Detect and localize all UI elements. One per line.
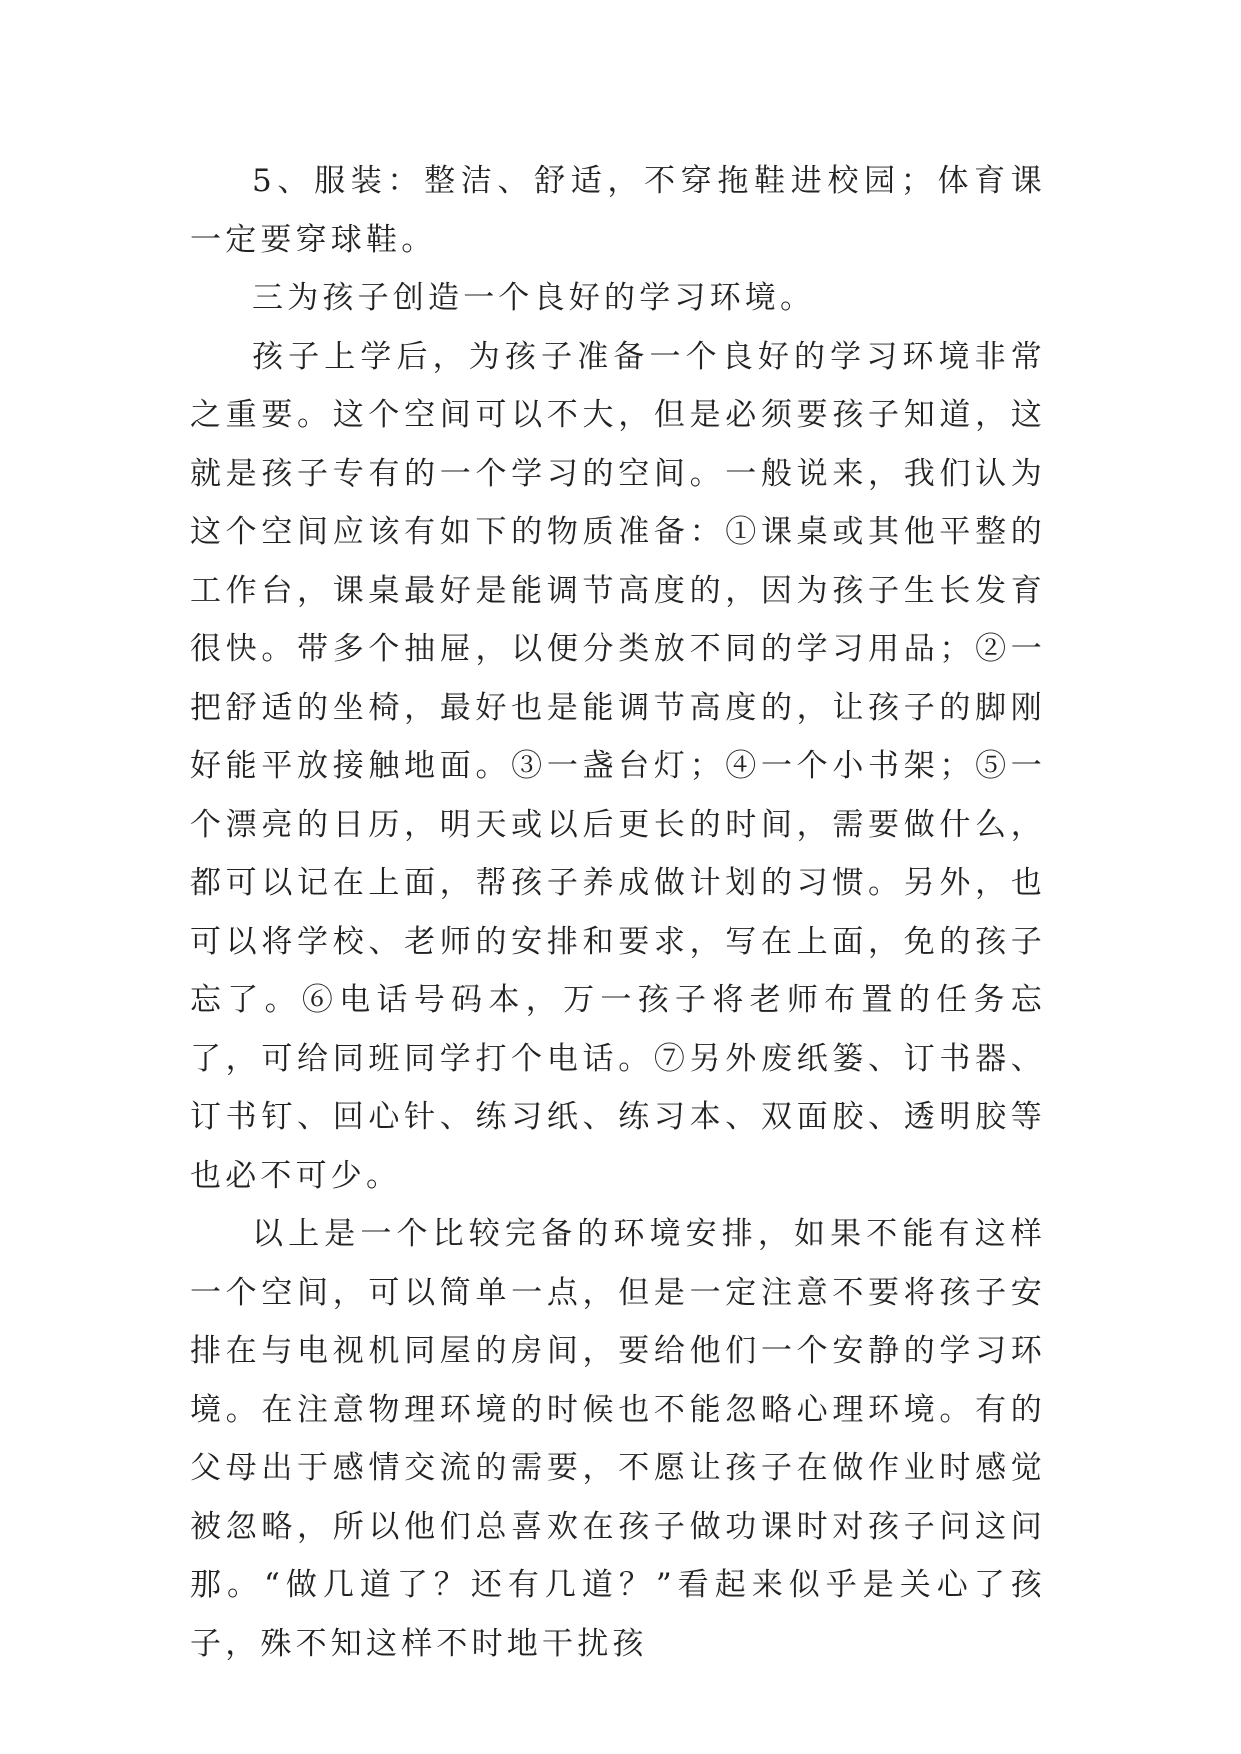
paragraph-environment-notes: 以上是一个比较完备的环境安排，如果不能有这样一个空间，可以简单一点，但是一定注意不要将孩子安排在与电视机同屋的房间，要给他们一个安静的学习环境。在注意物理环境的时候也不能忽略心理环境。有的父母出于感情交流的需要，不愿让孩子在做作业时感觉被忽略，所以他们总喜欢在孩子做功课时对孩子问这问那。“做几道了？还有几道？”看起来似乎是关心了孩子，殊不知这样不时地干扰孩 bbox=[190, 1216, 1046, 1662]
paragraph-study-environment: 孩子上学后，为孩子准备一个良好的学习环境非常之重要。这个空间可以不大，但是必须要孩子知道，这就是孩子专有的一个学习的空间。一般说来，我们认为这个空间应该有如下的物质准备：①课桌或其他平整的工作台，课桌最好是能调节高度的，因为孩子生长发育很快。带多个抽屉，以便分类放不同的学习用品；②一把舒适的坐椅，最好也是能调节高度的，让孩子的脚刚好能平放接触地面。③一盏台灯；④一个小书架；⑤一个漂亮的日历，明天或以后更长的时间，需要做什么，都可以记在上面，帮孩子养成做计划的习惯。另外，也可以将学校、老师的安排和要求，写在上面，免的孩子忘了。⑥电话号码本，万一孩子将老师布置的任务忘了，可给同班同学打个电话。⑦另外废纸篓、订书器、订书钉、回心针、练习纸、练习本、双面胶、透明胶等也必不可少。 bbox=[190, 338, 1046, 1194]
document-body bbox=[190, 152, 1046, 1673]
paragraph-section-heading: 三为孩子创造一个良好的学习环境。 bbox=[252, 280, 816, 316]
paragraph-clothing-rule: 5、服装：整洁、舒适，不穿拖鞋进校园；体育课一定要穿球鞋。 bbox=[190, 163, 1046, 258]
